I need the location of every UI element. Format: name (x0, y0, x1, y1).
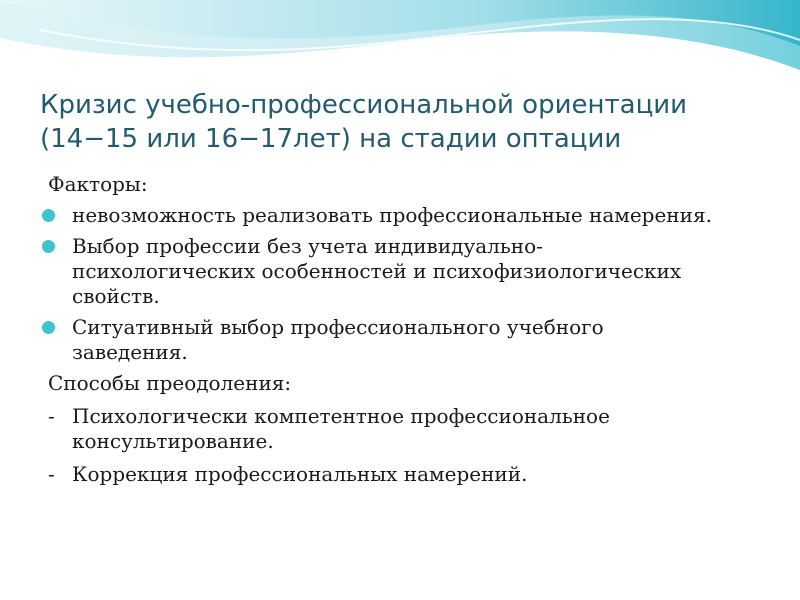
slide-title (40, 88, 760, 156)
factors-list (40, 203, 720, 365)
bullet-dot-icon (42, 240, 55, 253)
factor-item (40, 203, 720, 228)
way-item (40, 404, 720, 454)
wave-header-decoration (0, 0, 800, 90)
way-text: Коррекция профессиональных намерений. (72, 462, 528, 486)
way-item (40, 462, 720, 487)
factor-item (40, 234, 720, 309)
factors-heading: Факторы: (48, 172, 148, 196)
title-line-1: Кризис учебно-профессиональной ориентации (40, 90, 688, 120)
slide-body (40, 172, 720, 495)
bullet-dot-icon (42, 209, 55, 222)
factor-text: Выбор профессии без учета индивидуально-психологических особенностей и психофизиологических свойств. (72, 234, 682, 308)
dash-mark: - (48, 462, 55, 486)
ways-heading: Способы преодоления: (48, 371, 292, 395)
factor-item (40, 315, 720, 365)
factor-text: Ситуативный выбор профессионального учебного заведения. (72, 315, 604, 364)
bullet-dot-icon (42, 321, 55, 334)
title-line-2: (14−15 или 16−17лет) на стадии оптации (40, 124, 622, 154)
factor-text: невозможность реализовать профессиональные намерения. (72, 203, 712, 227)
dash-mark: - (48, 404, 55, 428)
way-text: Психологически компетентное профессиональное консультирование. (72, 404, 610, 453)
